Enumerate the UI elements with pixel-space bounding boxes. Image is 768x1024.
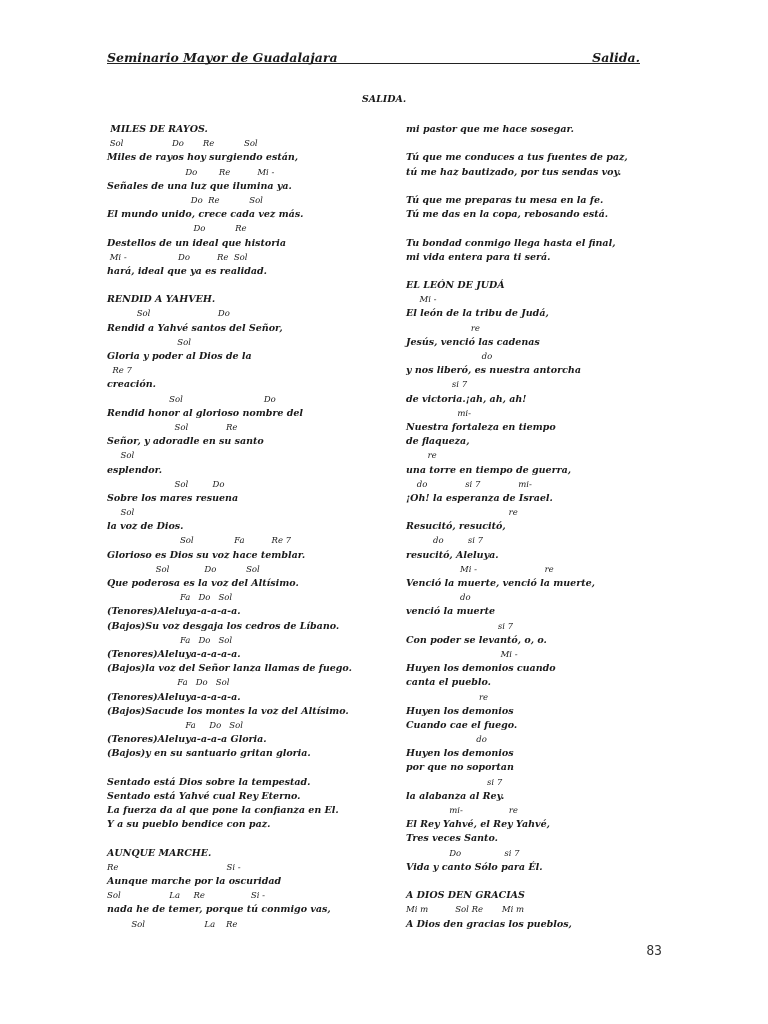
chord-line: Do Re Sol	[107, 195, 263, 206]
lyric-line: ¡Oh! la esperanza de Israel.	[406, 492, 553, 504]
chord-line: Fa Do Sol	[107, 678, 230, 689]
song-title: AUNQUE MARCHE.	[107, 847, 212, 859]
stanza-gap	[406, 137, 676, 151]
lyric-line: Aunque marche por la oscuridad	[107, 875, 282, 887]
lyric-line: Sentado está Dios sobre la tempestad.	[107, 776, 311, 788]
lyric-line: (Bajos)y en su santuario gritan gloria.	[107, 748, 311, 760]
chord-line: re	[406, 508, 518, 519]
lyric-line: Nuestra fortaleza en tiempo	[406, 421, 556, 433]
song-title: EL LEÓN DE JUDÁ	[406, 280, 505, 292]
lyric-line: Tú me das en la copa, rebosando está.	[406, 209, 609, 221]
lyric-line: Rendid a Yahvé santos del Señor,	[107, 322, 283, 334]
lyric-line: Sentado está Yahvé cual Rey Eterno.	[107, 790, 301, 802]
lyric-line: resucitó, Aleluya.	[406, 549, 499, 561]
chord-line: Sol La Re Si -	[107, 891, 265, 902]
chord-line: si 7	[406, 621, 514, 632]
lyric-line: Tu bondad conmigo llega hasta el final,	[406, 237, 616, 249]
chord-line: Fa Do Sol	[107, 593, 233, 604]
lyric-line: Destellos de un ideal que historia	[107, 237, 287, 249]
lyric-line: (Tenores)Aleluya-a-a-a-a.	[107, 606, 241, 618]
lyric-line: El león de la tribu de Judá,	[406, 308, 549, 320]
lyric-line: venció la muerte	[406, 606, 496, 618]
chord-line: do	[406, 593, 471, 604]
chord-line: re	[406, 451, 437, 462]
chord-line: Do Re	[107, 224, 247, 235]
lyric-line: (Bajos)Su voz desgaja los cedros de Líbano.	[107, 620, 340, 632]
chord-line: Mi - re	[406, 564, 554, 575]
running-header-right: Salida.	[592, 50, 640, 65]
lyric-line: (Tenores)Aleluya-a-a-a Gloria.	[107, 734, 267, 746]
lyric-line: Sobre los mares resuena	[107, 492, 239, 504]
stanza-gap	[406, 875, 676, 889]
lyric-line: esplendor.	[107, 464, 163, 476]
chord-line: Sol Do Re Sol	[107, 139, 258, 150]
chord-line: Mi m Sol Re Mi m	[406, 905, 525, 916]
chord-line: Mi -	[406, 649, 518, 660]
chord-line: Sol	[107, 451, 135, 462]
lyric-line: Jesús, venció las cadenas	[406, 336, 540, 348]
stanza-gap	[107, 279, 397, 293]
header-rule	[107, 63, 640, 64]
chord-line: Sol Do	[107, 394, 276, 405]
chord-line: Do Re Mi -	[107, 167, 275, 178]
lyric-line: Vida y canto Sólo para Él.	[406, 861, 543, 873]
chord-line: mi- re	[406, 806, 518, 816]
stanza-gap	[406, 222, 676, 236]
lyric-line: Huyen los demonios cuando	[406, 663, 556, 675]
lyric-line: una torre en tiempo de guerra,	[406, 464, 572, 476]
lyric-line: canta el pueblo.	[406, 677, 491, 689]
page-number: 83	[646, 944, 662, 959]
right-column	[406, 123, 676, 932]
chord-line: Sol La Re	[107, 919, 238, 930]
chord-line: Sol Re	[107, 422, 238, 433]
lyric-line: de victoria.¡ah, ah, ah!	[406, 393, 527, 405]
lyric-line: Señales de una luz que ilumina ya.	[107, 180, 292, 192]
lyric-line: Tú que me conduces a tus fuentes de paz,	[406, 152, 628, 164]
lyric-line: Rendid honor al glorioso nombre del	[107, 407, 304, 419]
chord-line: Re 7	[107, 366, 132, 377]
chord-line: re	[406, 692, 489, 703]
lyric-line: La fuerza da al que pone la confianza en El.	[107, 805, 339, 816]
chord-line: Mi -	[406, 295, 437, 306]
lyric-line: la alabanza al Rey.	[406, 790, 505, 802]
lyric-line: la voz de Dios.	[107, 521, 184, 533]
lyric-line: Gloria y poder al Dios de la	[107, 351, 252, 362]
lyric-line: mi pastor que me hace sosegar.	[406, 124, 574, 135]
chord-line: Re Si -	[107, 862, 241, 873]
lyric-line: Con poder se levantó, o, o.	[406, 634, 547, 646]
lyric-line: hará, ideal que ya es realidad.	[107, 265, 267, 277]
chord-line: Fa Do Sol	[107, 720, 243, 731]
running-header-left: Seminario Mayor de Guadalajara	[107, 50, 338, 65]
lyric-line: (Tenores)Aleluya-a-a-a-a.	[107, 691, 241, 703]
chord-line: si 7	[406, 380, 468, 391]
lyric-line: (Bajos)Sacude los montes la voz del Altísimo.	[107, 705, 349, 717]
chord-line: si 7	[406, 777, 503, 788]
lyric-line: Venció la muerte, venció la muerte,	[406, 578, 595, 589]
chord-line: Sol Fa Re 7	[107, 536, 292, 547]
lyric-line: Huyen los demonios	[406, 705, 514, 717]
chord-line: Sol Do	[107, 309, 230, 320]
chord-line: Sol	[107, 337, 191, 348]
lyric-line: Que poderosa es la voz del Altísimo.	[107, 578, 299, 589]
stanza-gap	[406, 265, 676, 279]
lyric-line: A Dios den gracias los pueblos,	[406, 918, 572, 930]
lyric-line: Tres veces Santo.	[406, 833, 498, 845]
stanza-gap	[107, 761, 397, 775]
lyric-line: por que no soportan	[406, 762, 514, 774]
lyric-line: tú me haz bautizado, por tus sendas voy.	[406, 166, 622, 178]
chord-line: do si 7	[406, 536, 484, 547]
lyric-line: mi vida entera para ti será.	[406, 251, 551, 263]
song-title: MILES DE RAYOS.	[107, 124, 208, 135]
chord-line: do	[406, 735, 487, 746]
lyric-line: creación.	[107, 379, 156, 391]
chord-line: do	[406, 352, 493, 362]
lyric-line: Resucitó, resucitó,	[406, 521, 506, 533]
chord-line: Sol	[107, 508, 135, 519]
lyric-line: Glorioso es Dios su voz hace temblar.	[107, 549, 306, 561]
lyric-line: (Bajos)la voz del Señor lanza llamas de fuego.	[107, 663, 352, 675]
chord-line: Sol Do	[107, 479, 225, 490]
lyric-line: y nos liberó, es nuestra antorcha	[406, 365, 581, 377]
chord-line: Mi - Do Re Sol	[107, 252, 248, 263]
lyric-line: (Tenores)Aleluya-a-a-a-a.	[107, 648, 241, 660]
song-title: RENDID A YAHVEH.	[107, 294, 216, 306]
chord-line: do si 7 mi-	[406, 479, 532, 490]
lyric-line: Señor, y adoradle en su santo	[107, 436, 264, 448]
chord-line: re	[406, 323, 480, 334]
lyric-line: de flaqueza,	[406, 436, 470, 448]
chord-line: mi-	[406, 408, 471, 419]
lyric-line: El mundo unido, crece cada vez más.	[107, 209, 304, 221]
song-title: A DIOS DEN GRACIAS	[406, 890, 525, 902]
lyric-line: Huyen los demonios	[406, 748, 514, 760]
lyric-line: Y a su pueblo bendice con paz.	[107, 819, 271, 831]
chord-line: Do si 7	[406, 848, 520, 859]
left-column	[107, 123, 397, 932]
lyric-line: El Rey Yahvé, el Rey Yahvé,	[406, 819, 550, 831]
lyric-line: Cuando cae el fuego.	[406, 719, 518, 731]
chord-line: Sol Do Sol	[107, 564, 260, 575]
chord-line: Fa Do Sol	[107, 635, 233, 646]
lyric-line: Tú que me preparas tu mesa en la fe.	[406, 194, 604, 206]
page-title: SALIDA.	[361, 94, 407, 105]
stanza-gap	[406, 180, 676, 194]
lyric-line: nada he de temer, porque tú conmigo vas,	[107, 904, 331, 916]
stanza-gap	[107, 832, 397, 846]
lyric-line: Miles de rayos hoy surgiendo están,	[107, 152, 299, 164]
